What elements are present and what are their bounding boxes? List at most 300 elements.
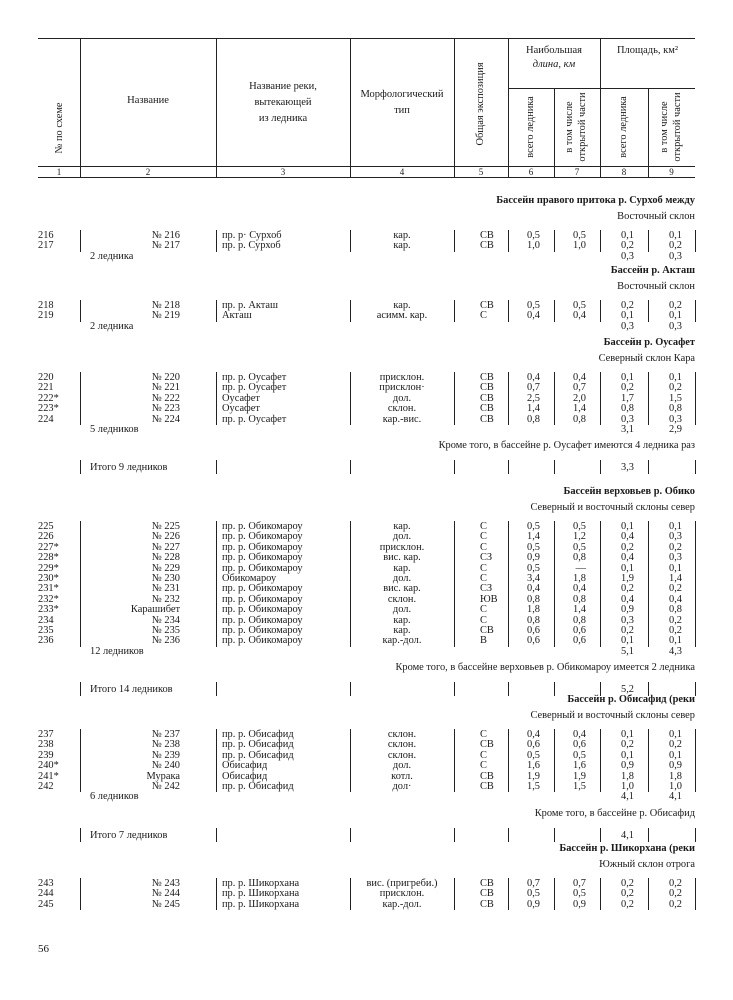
row-morph-type: котл. bbox=[391, 770, 413, 782]
row-exposition: СВ bbox=[480, 392, 494, 404]
row-river-name: Обисафид bbox=[222, 770, 268, 782]
column-tick bbox=[695, 372, 696, 425]
row-area-total: 0,1 bbox=[621, 635, 634, 647]
section-subtitle: Северный склон Кара bbox=[598, 353, 695, 364]
column-tick bbox=[600, 230, 601, 252]
col-number: 4 bbox=[399, 167, 405, 177]
section-total-label: Итого 14 ледников bbox=[90, 684, 173, 696]
col-divider bbox=[648, 88, 649, 177]
row-glacier-name: Карашибет bbox=[130, 604, 180, 616]
column-tick bbox=[454, 828, 455, 842]
row-length-open: 0,5 bbox=[573, 521, 586, 532]
row-morph-type: склон. bbox=[387, 729, 417, 740]
column-tick bbox=[80, 878, 81, 910]
col-divider bbox=[554, 88, 555, 177]
row-exposition: СВ bbox=[480, 413, 494, 425]
row-area-total: 0,2 bbox=[621, 382, 634, 394]
row-river-name: пр. р. Обисафид bbox=[222, 729, 294, 740]
column-tick bbox=[600, 460, 601, 474]
row-area-open: 0,1 bbox=[669, 310, 682, 322]
row-morph-type: асимм. кар. bbox=[376, 310, 428, 322]
col-divider bbox=[80, 38, 81, 177]
column-tick bbox=[695, 521, 696, 647]
column-tick bbox=[508, 300, 509, 322]
column-tick bbox=[454, 230, 455, 252]
row-river-name: пр. р. Обисафид bbox=[222, 781, 294, 792]
row-length-open: 0,5 bbox=[573, 541, 586, 553]
column-tick bbox=[554, 230, 555, 252]
row-area-total: 0,2 bbox=[621, 583, 634, 595]
page-number: 56 bbox=[38, 943, 49, 955]
section-summary-area: 0,3 bbox=[621, 250, 634, 262]
row-length-open: 0,8 bbox=[573, 614, 586, 626]
row-scheme-number: 238 bbox=[38, 739, 54, 751]
row-river-name: пр. р. Оусафет bbox=[222, 372, 287, 383]
row-river-name: пр. р. Обикомароу bbox=[222, 614, 303, 626]
row-morph-type: вис. (пригреби.) bbox=[366, 878, 438, 889]
row-glacier-name: № 224 bbox=[151, 413, 180, 425]
column-tick bbox=[454, 300, 455, 322]
row-area-open: 0,1 bbox=[669, 562, 682, 574]
section-summary-area: 3,1 bbox=[621, 424, 634, 435]
column-tick bbox=[648, 372, 649, 425]
row-scheme-number: 241* bbox=[38, 770, 59, 782]
row-exposition: СВ bbox=[480, 625, 494, 636]
row-morph-type: присклон. bbox=[379, 372, 425, 383]
row-length-total: 0,6 bbox=[527, 625, 540, 636]
row-glacier-name: № 236 bbox=[151, 635, 180, 647]
row-area-total: 1,9 bbox=[621, 573, 634, 584]
row-area-open: 0,2 bbox=[669, 878, 682, 889]
row-area-open: 0,2 bbox=[669, 240, 682, 252]
row-area-open: 1,8 bbox=[669, 770, 682, 782]
row-area-open: 0,8 bbox=[669, 403, 682, 415]
row-area-total: 0,1 bbox=[621, 562, 634, 574]
column-tick bbox=[454, 521, 455, 647]
row-length-total: 0,7 bbox=[527, 878, 540, 889]
column-tick bbox=[508, 372, 509, 425]
row-length-total: 3,4 bbox=[527, 573, 540, 584]
row-exposition: С bbox=[480, 760, 487, 772]
row-glacier-name: № 237 bbox=[151, 729, 180, 740]
row-glacier-name: № 222 bbox=[151, 392, 180, 404]
row-scheme-number: 216 bbox=[38, 230, 54, 241]
row-length-total: 0,8 bbox=[527, 614, 540, 626]
section-title: Бассейн р. Оусафет bbox=[603, 337, 695, 348]
row-scheme-number: 227* bbox=[38, 541, 59, 553]
row-length-total: 0,9 bbox=[527, 552, 540, 564]
row-glacier-name: № 245 bbox=[151, 898, 180, 910]
row-area-open: 0,1 bbox=[669, 635, 682, 647]
row-length-open: 1,5 bbox=[573, 781, 586, 792]
column-tick bbox=[508, 521, 509, 647]
section-summary-label: 5 ледников bbox=[90, 424, 139, 435]
row-exposition: СВ bbox=[480, 240, 494, 252]
row-length-open: 0,5 bbox=[573, 300, 586, 311]
section-subtitle: Южный склон отрога bbox=[599, 859, 695, 870]
row-river-name: Акташ bbox=[222, 310, 252, 322]
row-area-total: 1,7 bbox=[621, 392, 634, 404]
col-number: 8 bbox=[621, 167, 627, 177]
row-length-open: 0,4 bbox=[573, 310, 586, 322]
column-tick bbox=[454, 878, 455, 910]
column-tick bbox=[600, 828, 601, 842]
section-total-area: 5,2 bbox=[621, 684, 634, 696]
row-area-total: 0,4 bbox=[621, 593, 634, 605]
header-length-total: всего ледника bbox=[525, 96, 536, 158]
row-glacier-name: № 223 bbox=[151, 403, 180, 415]
row-area-open: 0,2 bbox=[669, 898, 682, 910]
row-river-name: пр. р. Сурхоб bbox=[222, 240, 281, 252]
row-scheme-number: 225 bbox=[38, 521, 54, 532]
row-glacier-name: № 230 bbox=[151, 573, 180, 584]
row-glacier-name: № 240 bbox=[151, 760, 180, 772]
column-tick bbox=[695, 230, 696, 252]
section-subtitle: Северный и восточный склоны север bbox=[530, 502, 695, 513]
row-area-total: 0,1 bbox=[621, 521, 634, 532]
row-morph-type: присклон· bbox=[379, 382, 425, 394]
row-morph-type: присклон. bbox=[379, 888, 425, 900]
header-area-open-line1: в том числе bbox=[659, 101, 670, 153]
row-area-open: 0,2 bbox=[669, 583, 682, 595]
row-exposition: СВ bbox=[480, 300, 494, 311]
row-area-total: 0,9 bbox=[621, 604, 634, 616]
row-area-total: 1,8 bbox=[621, 770, 634, 782]
column-tick bbox=[216, 230, 217, 252]
row-morph-type: дол. bbox=[392, 604, 412, 616]
row-river-name: Оусафет bbox=[222, 392, 260, 404]
row-length-open: 2,0 bbox=[573, 392, 586, 404]
header-river-line3: из ледника bbox=[258, 113, 308, 124]
row-scheme-number: 223* bbox=[38, 403, 59, 415]
row-length-open: 1,0 bbox=[573, 240, 586, 252]
row-area-total: 1,0 bbox=[621, 781, 634, 792]
row-exposition: СВ bbox=[480, 781, 494, 792]
row-exposition: С bbox=[480, 729, 487, 740]
section-title: Бассейн р. Акташ bbox=[610, 265, 695, 276]
row-river-name: Оусафет bbox=[222, 403, 260, 415]
column-tick bbox=[600, 372, 601, 425]
row-river-name: пр. р. Оусафет bbox=[222, 382, 287, 394]
row-area-total: 0,1 bbox=[621, 372, 634, 383]
row-river-name: пр. р. Шикорхана bbox=[222, 878, 300, 889]
column-tick bbox=[648, 300, 649, 322]
row-morph-type: дол. bbox=[392, 392, 412, 404]
row-length-open: 1,4 bbox=[573, 403, 586, 415]
row-morph-type: кар.-дол. bbox=[382, 898, 422, 910]
row-river-name: пр. р. Обикомароу bbox=[222, 604, 303, 616]
row-river-name: пр. р. Акташ bbox=[222, 300, 279, 311]
row-exposition: СВ bbox=[480, 898, 494, 910]
row-area-open: 0,4 bbox=[669, 593, 682, 605]
row-morph-type: кар. bbox=[393, 300, 411, 311]
row-area-open: 0,2 bbox=[669, 382, 682, 394]
column-tick bbox=[600, 878, 601, 910]
section-total-area: 3,3 bbox=[621, 462, 634, 474]
row-length-open: 0,5 bbox=[573, 230, 586, 241]
row-length-total: 0,5 bbox=[527, 562, 540, 574]
row-area-open: 0,2 bbox=[669, 614, 682, 626]
row-scheme-number: 236 bbox=[38, 635, 54, 647]
row-length-open: 0,5 bbox=[573, 888, 586, 900]
row-river-name: пр. р. Обикомароу bbox=[222, 625, 303, 636]
col-number: 6 bbox=[528, 167, 534, 177]
header-scheme-number: № по схеме bbox=[54, 102, 65, 154]
section-subtitle: Восточный склон bbox=[617, 281, 695, 292]
row-morph-type: кар. bbox=[393, 625, 411, 636]
col-number: 3 bbox=[280, 167, 286, 177]
header-morph-line1: Морфологический bbox=[360, 89, 444, 100]
column-tick bbox=[695, 878, 696, 910]
row-scheme-number: 224 bbox=[38, 413, 54, 425]
row-length-total: 0,6 bbox=[527, 635, 540, 647]
row-morph-type: склон. bbox=[387, 403, 417, 415]
row-length-open: 0,6 bbox=[573, 635, 586, 647]
column-tick bbox=[80, 300, 81, 322]
header-length-line2: длина, км bbox=[532, 59, 576, 70]
row-exposition: СВ bbox=[480, 372, 494, 383]
row-scheme-number: 220 bbox=[38, 372, 54, 383]
section-note: Кроме того, в бассейне р. Оусафет имеются 4 ледника раз bbox=[438, 440, 695, 452]
header-length-line1: Наибольшая bbox=[526, 45, 582, 56]
row-glacier-name: № 227 bbox=[151, 541, 180, 553]
row-area-open: 0,1 bbox=[669, 749, 682, 761]
row-area-open: 0,1 bbox=[669, 230, 682, 241]
column-tick bbox=[80, 460, 81, 474]
section-summary-area: 5,1 bbox=[621, 645, 634, 657]
column-tick bbox=[216, 878, 217, 910]
column-tick bbox=[695, 300, 696, 322]
row-glacier-name: № 217 bbox=[151, 240, 180, 252]
row-morph-type: присклон. bbox=[379, 541, 425, 553]
row-area-total: 0,2 bbox=[621, 739, 634, 751]
header-river-line2: вытекающей bbox=[254, 97, 312, 108]
section-total-label: Итого 7 ледников bbox=[90, 829, 168, 841]
row-glacier-name: № 231 bbox=[151, 583, 180, 595]
row-area-total: 0,4 bbox=[621, 552, 634, 564]
header-river-line1: Название реки, bbox=[249, 81, 317, 92]
row-length-total: 0,6 bbox=[527, 739, 540, 751]
column-tick bbox=[80, 230, 81, 252]
column-tick bbox=[454, 460, 455, 474]
column-tick bbox=[508, 828, 509, 842]
row-length-total: 0,4 bbox=[527, 729, 540, 740]
row-exposition: СЗ bbox=[480, 552, 493, 564]
row-morph-type: кар.-дол. bbox=[382, 635, 422, 647]
column-tick bbox=[216, 828, 217, 842]
row-exposition: СВ bbox=[480, 403, 494, 415]
row-river-name: пр. р. Обикомароу bbox=[222, 635, 303, 647]
row-scheme-number: 244 bbox=[38, 888, 54, 900]
row-glacier-name: № 242 bbox=[151, 781, 180, 792]
row-glacier-name: № 235 bbox=[151, 625, 180, 636]
row-scheme-number: 234 bbox=[38, 614, 54, 626]
row-area-open: 1,5 bbox=[669, 392, 682, 404]
row-length-total: 0,5 bbox=[527, 300, 540, 311]
row-glacier-name: № 218 bbox=[151, 300, 180, 311]
row-glacier-name: № 219 bbox=[151, 310, 180, 322]
row-length-total: 0,5 bbox=[527, 541, 540, 553]
column-tick bbox=[350, 828, 351, 842]
section-summary-area-open: 0,3 bbox=[669, 250, 682, 262]
column-tick bbox=[600, 729, 601, 792]
column-tick bbox=[648, 828, 649, 842]
row-area-total: 0,2 bbox=[621, 888, 634, 900]
section-subtitle: Восточный склон bbox=[617, 211, 695, 222]
header-exposition: Общая экспозиция bbox=[475, 62, 486, 146]
section-summary-area: 0,3 bbox=[621, 320, 634, 332]
row-morph-type: склон. bbox=[387, 593, 417, 605]
column-tick bbox=[554, 372, 555, 425]
col-number: 1 bbox=[56, 167, 62, 177]
row-area-total: 0,4 bbox=[621, 531, 634, 543]
row-river-name: пр. р. Обикомароу bbox=[222, 593, 303, 605]
col-number: 5 bbox=[478, 167, 484, 177]
row-area-open: 0,2 bbox=[669, 888, 682, 900]
row-length-open: 1,9 bbox=[573, 770, 586, 782]
column-tick bbox=[695, 729, 696, 792]
row-length-total: 0,5 bbox=[527, 230, 540, 241]
row-length-total: 0,5 bbox=[527, 888, 540, 900]
row-morph-type: склон. bbox=[387, 749, 417, 761]
row-exposition: С bbox=[480, 521, 487, 532]
subheader-rule bbox=[508, 88, 695, 89]
row-river-name: пр. р. Обикомароу bbox=[222, 531, 303, 543]
row-exposition: С bbox=[480, 562, 487, 574]
row-scheme-number: 230* bbox=[38, 573, 59, 584]
row-exposition: СЗ bbox=[480, 583, 493, 595]
section-note: Кроме того, в бассейне р. Обисафид bbox=[534, 807, 695, 819]
row-length-open: 1,6 bbox=[573, 760, 586, 772]
row-morph-type: кар. bbox=[393, 240, 411, 252]
row-river-name: Обикомароу bbox=[222, 573, 277, 584]
column-tick bbox=[695, 828, 696, 842]
row-length-total: 1,4 bbox=[527, 403, 540, 415]
row-area-total: 0,1 bbox=[621, 230, 634, 241]
table-top-rule bbox=[38, 38, 695, 39]
row-glacier-name: № 239 bbox=[151, 749, 180, 761]
row-scheme-number: 243 bbox=[38, 878, 54, 889]
column-tick bbox=[508, 460, 509, 474]
row-length-total: 1,8 bbox=[527, 604, 540, 616]
row-exposition: СВ bbox=[480, 382, 494, 394]
row-area-total: 0,1 bbox=[621, 729, 634, 740]
column-tick bbox=[350, 300, 351, 322]
row-area-open: 1,4 bbox=[669, 573, 682, 584]
row-scheme-number: 226 bbox=[38, 531, 54, 543]
row-morph-type: склон. bbox=[387, 739, 417, 751]
column-tick bbox=[554, 828, 555, 842]
row-area-open: 0,2 bbox=[669, 625, 682, 636]
row-scheme-number: 229* bbox=[38, 562, 59, 574]
header-area-open-line2: открытой части bbox=[672, 92, 683, 162]
column-tick bbox=[454, 729, 455, 792]
row-length-total: 0,8 bbox=[527, 593, 540, 605]
column-tick bbox=[216, 460, 217, 474]
section-subtitle: Северный и восточный склоны север bbox=[530, 710, 695, 721]
row-area-open: 0,2 bbox=[669, 541, 682, 553]
row-glacier-name: № 238 bbox=[151, 739, 180, 751]
row-scheme-number: 217 bbox=[38, 240, 54, 252]
column-tick bbox=[648, 878, 649, 910]
row-exposition: СВ bbox=[480, 878, 494, 889]
row-area-total: 0,2 bbox=[621, 625, 634, 636]
row-scheme-number: 222* bbox=[38, 392, 59, 404]
column-tick bbox=[554, 878, 555, 910]
row-river-name: Обисафид bbox=[222, 760, 268, 772]
row-length-total: 0,4 bbox=[527, 583, 540, 595]
column-tick bbox=[350, 460, 351, 474]
row-scheme-number: 219 bbox=[38, 310, 54, 322]
row-length-open: 0,4 bbox=[573, 729, 586, 740]
column-tick bbox=[80, 372, 81, 425]
row-morph-type: кар.-вис. bbox=[382, 413, 422, 425]
row-area-total: 0,2 bbox=[621, 898, 634, 910]
row-river-name: пр. р. Обисафид bbox=[222, 749, 294, 761]
row-area-total: 0,3 bbox=[621, 614, 634, 626]
section-note: Кроме того, в бассейне верховьев р. Обикомароу имеется 2 ледника bbox=[395, 662, 695, 674]
row-glacier-name: № 226 bbox=[151, 531, 180, 543]
row-glacier-name: № 244 bbox=[151, 888, 180, 900]
column-tick bbox=[216, 729, 217, 792]
row-river-name: пр. р. Шикорхана bbox=[222, 888, 300, 900]
row-length-open: 1,2 bbox=[573, 531, 586, 543]
section-summary-label: 2 ледника bbox=[90, 320, 134, 332]
row-glacier-name: № 225 bbox=[151, 521, 180, 532]
header-area: Площадь, км² bbox=[616, 45, 679, 56]
row-area-total: 0,1 bbox=[621, 310, 634, 322]
row-length-total: 1,4 bbox=[527, 531, 540, 543]
row-area-total: 0,2 bbox=[621, 300, 634, 311]
row-morph-type: дол. bbox=[392, 760, 412, 772]
row-morph-type: кар. bbox=[393, 562, 411, 574]
row-length-total: 1,0 bbox=[527, 240, 540, 252]
column-tick bbox=[554, 521, 555, 647]
row-morph-type: кар. bbox=[393, 521, 411, 532]
header-name: Название bbox=[127, 95, 169, 106]
column-tick bbox=[695, 460, 696, 474]
header-length-open-line2: открытой части bbox=[577, 92, 588, 162]
section-summary-label: 12 ледников bbox=[90, 645, 144, 657]
row-area-total: 0,1 bbox=[621, 749, 634, 761]
row-glacier-name: № 229 bbox=[151, 562, 180, 574]
row-scheme-number: 228* bbox=[38, 552, 59, 564]
row-river-name: пр. р. Обикомароу bbox=[222, 583, 303, 595]
row-area-open: 0,1 bbox=[669, 729, 682, 740]
col-number: 7 bbox=[574, 167, 580, 177]
row-glacier-name: № 216 bbox=[151, 230, 180, 241]
row-glacier-name: № 234 bbox=[151, 614, 180, 626]
row-length-open: 1,4 bbox=[573, 604, 586, 616]
row-exposition: С bbox=[480, 604, 487, 616]
column-tick bbox=[216, 372, 217, 425]
column-tick bbox=[350, 372, 351, 425]
column-tick bbox=[554, 729, 555, 792]
row-exposition: СВ bbox=[480, 770, 494, 782]
row-glacier-name: № 220 bbox=[151, 372, 180, 383]
row-area-open: 1,0 bbox=[669, 781, 682, 792]
row-morph-type: дол· bbox=[392, 781, 412, 792]
section-total-label: Итого 9 ледников bbox=[90, 462, 168, 474]
row-glacier-name: Мурака bbox=[146, 770, 180, 782]
row-area-open: 0,2 bbox=[669, 300, 682, 311]
row-scheme-number: 239 bbox=[38, 749, 54, 761]
column-tick bbox=[648, 460, 649, 474]
col-divider bbox=[600, 38, 601, 177]
column-tick bbox=[554, 460, 555, 474]
column-tick bbox=[508, 729, 509, 792]
row-area-total: 0,8 bbox=[621, 403, 634, 415]
